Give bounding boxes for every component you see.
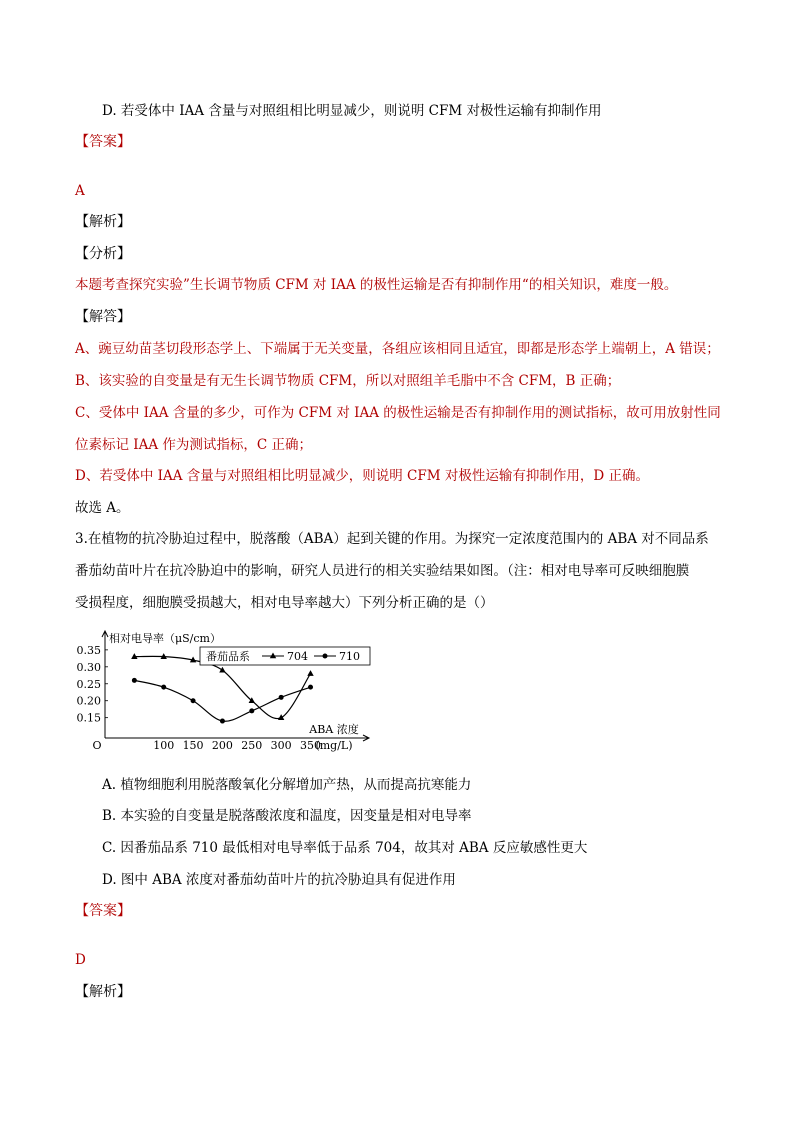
q2-fenxi-tag: 【分析】 [75,246,131,262]
q3-option-a: A. 植物细胞利用脱落酸氧化分解增加产热，从而提高抗寒能力 [102,777,472,793]
x-tick-label: 250 [241,739,263,752]
q2-jieda-line: C、受体中 IAA 含量的多少，可作为 CFM 对 IAA 的极性运输是否有抑制作用的测试指标，故可用放射性同 [75,405,721,421]
q2-jieda-line: B、该实验的自变量是有无生长调节物质 CFM，所以对照组羊毛脂中不含 CFM，B 正确； [75,373,621,389]
data-point-704 [278,714,284,720]
electrical-conductivity-chart [72,628,372,758]
data-point-710 [191,698,196,703]
data-point-704 [219,667,225,673]
origin-label: O [92,739,102,752]
x-axis-label: ABA 浓度 [309,723,359,736]
q2-answer-tag: 【答案】 [75,134,131,150]
q2-jieda-tag: 【解答】 [75,309,131,325]
legend-marker-710 [323,654,328,659]
q3-answer-tag: 【答案】 [75,903,131,919]
legend-title: 番茄品系 [206,650,250,663]
q2-jieda-line: A、豌豆幼苗茎切段形态学上、下端属于无关变量，各组应该相同且适宜，即都是形态学上端朝上，A 错误； [75,341,720,357]
q3-option-b: B. 本实验的自变量是脱落酸浓度和温度，因变量是相对电导率 [102,808,472,824]
data-point-710 [308,685,313,690]
y-tick-label: 0.15 [76,711,101,725]
q3-option-d: D. 图中 ABA 浓度对番茄幼苗叶片的抗冷胁迫具有促进作用 [102,872,456,888]
q3-stem-line: 3.在植物的抗冷胁迫过程中，脱落酸（ABA）起到关键的作用。为探究一定浓度范围内的 ABA 对不同品系 [75,531,709,547]
q3-analysis-tag: 【解析】 [75,984,131,1000]
data-point-710 [249,708,254,713]
legend-label-710: 710 [339,650,360,663]
q2-option-d: D. 若受体中 IAA 含量与对照组相比明显减少，则说明 CFM 对极性运输有抑制作用 [102,103,602,119]
data-point-710 [279,695,284,700]
series-line-704 [134,656,310,718]
q3-stem-line: 番茄幼苗叶片在抗冷胁迫中的影响，研究人员进行的相关实验结果如图。（注：相对电导率可反映细胞膜 [75,563,690,579]
y-tick-label: 0.35 [76,643,101,657]
x-tick-label: 200 [211,739,233,752]
q3-stem-line: 受损程度，细胞膜受损越大，相对电导率越大）下列分析正确的是（） [75,595,494,611]
legend-label-704: 704 [287,650,308,663]
x-axis-unit: (mg/L) [315,739,353,752]
x-tick-label: 350 [300,739,322,752]
data-point-710 [161,685,166,690]
q3-option-c: C. 因番茄品系 710 最低相对电导率低于品系 704，故其对 ABA 反应敏感性更大 [102,840,588,856]
q2-analysis-tag: 【解析】 [75,214,131,230]
y-tick-label: 0.20 [76,694,101,708]
data-point-710 [132,678,137,683]
q3-answer: D [75,952,86,968]
x-tick-label: 100 [153,739,175,752]
x-tick-label: 150 [182,739,204,752]
y-axis-label: 相对电导率（μS/cm） [109,632,221,645]
q2-conclusion: 故选 A。 [75,500,130,516]
q2-jieda-line: 位素标记 IAA 作为测试指标，C 正确； [75,437,313,453]
y-tick-label: 0.25 [76,677,101,691]
data-point-710 [220,719,225,724]
chart-legend [200,647,370,665]
data-point-704 [307,670,313,676]
q2-fenxi-text: 本题考查探究实验”生长调节物质 CFM 对 IAA 的极性运输是否有抑制作用“的相关知识，难度一般。 [75,277,678,293]
y-tick-label: 0.30 [76,660,101,674]
q2-jieda-line: D、若受体中 IAA 含量与对照组相比明显减少，则说明 CFM 对极性运输有抑制作用，D 正确。 [75,468,649,484]
x-tick-label: 300 [270,739,292,752]
q2-answer: A [75,183,85,199]
